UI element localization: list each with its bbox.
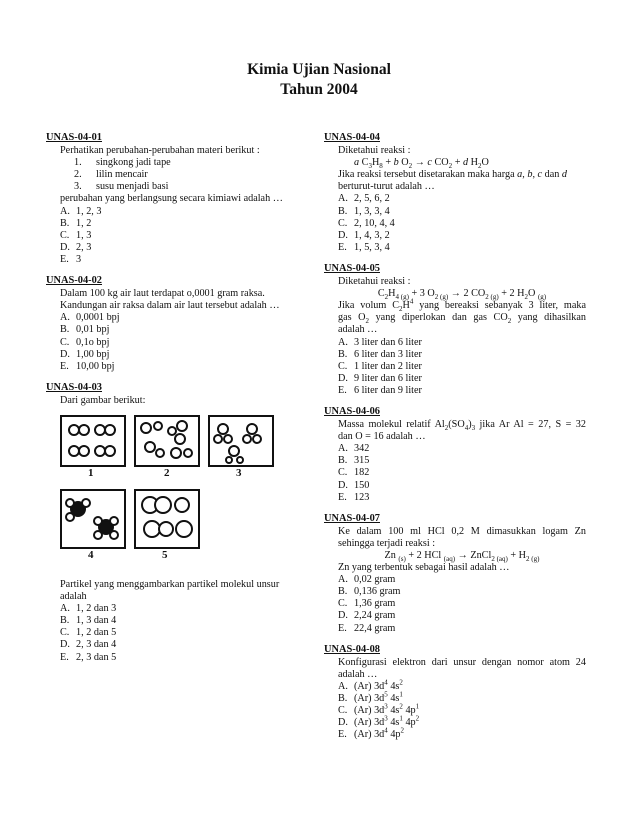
question-id: UNAS-04-06 <box>324 405 380 417</box>
option-text: 1, 2 <box>76 217 92 229</box>
question-stem: Dari gambar berikut: <box>60 394 146 406</box>
option-b <box>338 690 586 705</box>
option-text: 6 liter dan 9 liter <box>354 384 422 396</box>
question-id: UNAS-04-08 <box>324 643 380 655</box>
option-e <box>60 361 296 373</box>
option-e <box>338 623 586 635</box>
option-c <box>338 218 586 230</box>
option-d <box>338 714 586 729</box>
option-e <box>338 385 586 397</box>
option-text: 342 <box>354 443 370 455</box>
option-letter: C. <box>338 217 348 229</box>
particle-diagram-2 <box>136 417 198 465</box>
option-letter: D. <box>338 479 348 491</box>
question-id: UNAS-04-04 <box>324 132 380 143</box>
item-text: susu menjadi basi <box>96 181 169 193</box>
option-letter: E. <box>338 491 347 503</box>
question-id: UNAS-04-01 <box>46 132 102 143</box>
reaction-equation: Zn $_{(s)}$ + 2 HCl $_{(aq)}$ → ZnCl$_{2 (aq)}$ + $H_{2 (g)}$ <box>384 550 540 564</box>
option-text: 10,00 bpj <box>76 360 115 372</box>
option-letter: A. <box>338 574 348 586</box>
question-text: Zn yang terbentuk sebagai hasil adalah … <box>338 562 510 574</box>
option-c <box>60 230 296 242</box>
question-id: UNAS-04-05 <box>324 262 380 274</box>
option-letter: C. <box>60 336 70 348</box>
option-b <box>60 218 296 230</box>
question-stem: Ke dalam 100 ml HCl 0,2 M dimasukkan logam Zn <box>338 525 586 537</box>
option-d <box>60 242 296 254</box>
option-e <box>338 492 586 504</box>
option-text: 1, 2, 3 <box>76 205 102 217</box>
option-letter: C. <box>60 229 70 241</box>
reaction-equation: a $C_3H_8 + b$ $O_2 \to c$ $CO_2 + d$ $H_2O$ <box>354 157 489 171</box>
option-c <box>60 627 296 639</box>
option-d <box>338 230 586 242</box>
option-text: 1, 5, 3, 4 <box>354 241 390 253</box>
option-text: 2, 3 dan 4 <box>76 639 117 651</box>
option-text: 0,1o bpj <box>76 336 110 348</box>
particle-box-5 <box>134 489 200 549</box>
question-unas-04-05 <box>324 263 586 397</box>
option-letter: B. <box>338 205 348 217</box>
particle-diagram-3 <box>210 417 272 465</box>
option-text: (Ar) $3d^4$ $4s^2$ <box>354 678 403 692</box>
title-line-2: Tahun 2004 <box>280 81 358 98</box>
option-d <box>338 480 586 492</box>
option-letter: C. <box>338 467 348 479</box>
option-d <box>338 373 586 385</box>
option-text: 315 <box>354 455 370 467</box>
option-text: 1 liter dan 2 liter <box>354 360 422 372</box>
option-letter: C. <box>338 598 348 610</box>
option-text: 1, 2 dan 5 <box>76 627 117 639</box>
option-letter: C. <box>338 360 348 372</box>
option-text: 2, 3 dan 5 <box>76 651 117 663</box>
option-letter: C. <box>60 627 70 639</box>
particle-box-3 <box>208 415 274 467</box>
option-letter: B. <box>60 615 70 627</box>
option-letter: A. <box>338 443 348 455</box>
question-unas-04-01 <box>46 132 296 266</box>
option-text: (Ar) $3d^4$ $4p^2$ <box>354 726 405 741</box>
option-letter: D. <box>338 610 348 622</box>
question-stem: Dalam 100 kg air laut terdapat o,0001 gram raksa. <box>60 288 265 300</box>
option-c <box>338 361 586 373</box>
option-text: 123 <box>354 491 370 503</box>
question-id: UNAS-04-07 <box>324 512 380 524</box>
question-stem: dan O = 16 adalah … <box>338 431 426 443</box>
option-text: 182 <box>354 467 370 479</box>
option-b <box>338 455 586 467</box>
option-e <box>60 254 296 266</box>
option-text: (Ar) $3d^3$ $4s^1$ $4p^2$ <box>354 714 420 729</box>
option-text: 0,02 gram <box>354 574 396 586</box>
question-stem: Diketahui reaksi : <box>338 276 411 288</box>
figure-label-5: 5 <box>162 548 168 561</box>
option-letter: E. <box>60 360 69 372</box>
option-c <box>60 337 296 349</box>
option-letter: E. <box>60 253 69 265</box>
question-id: UNAS-04-02 <box>46 275 102 287</box>
option-text: 9 liter dan 6 liter <box>354 372 422 384</box>
option-letter: B. <box>338 693 348 705</box>
option-b <box>60 324 296 336</box>
question-unas-04-02 <box>46 275 296 373</box>
particle-box-2 <box>134 415 200 467</box>
left-column <box>46 132 296 673</box>
question-stem: Massa molekul relatif $Al_2(SO_4)_3$ jika Ar Al = 27, S = 32 <box>338 419 586 433</box>
option-e <box>60 652 296 664</box>
question-stem: Kandungan air raksa dalam air laut tersebut adalah … <box>60 300 280 312</box>
option-letter: A. <box>60 312 70 324</box>
particle-figure <box>48 415 278 575</box>
option-text: 2, 10, 4, 4 <box>354 217 395 229</box>
option-d <box>60 639 296 651</box>
question-text: gas $O_2$ yang diperlokan dan gas $CO_2$ yang dihasilkan <box>338 312 587 326</box>
question-unas-04-08 <box>324 644 586 742</box>
option-letter: E. <box>60 651 69 663</box>
option-text: 0,136 gram <box>354 586 401 598</box>
option-letter: A. <box>338 336 348 348</box>
option-letter: C. <box>338 705 348 717</box>
option-a <box>338 574 586 586</box>
option-a <box>60 312 296 324</box>
option-letter: B. <box>338 455 348 467</box>
option-a <box>60 603 296 615</box>
option-c <box>338 467 586 479</box>
option-letter: D. <box>338 229 348 241</box>
particle-box-4 <box>60 489 126 549</box>
question-text: adalah … <box>338 324 378 336</box>
question-stem: Konfigurasi elektron dari unsur dengan nomor atom 24 <box>338 656 586 668</box>
option-letter: A. <box>338 193 348 205</box>
option-a <box>338 337 586 349</box>
page-title <box>0 60 638 100</box>
question-stem: Diketahui reaksi : <box>338 145 411 157</box>
option-b <box>338 349 586 361</box>
option-letter: D. <box>60 241 70 253</box>
option-letter: B. <box>338 586 348 598</box>
option-text: 2, 5, 6, 2 <box>354 193 390 205</box>
option-text: 1,36 gram <box>354 598 396 610</box>
figure-label-4: 4 <box>88 548 94 561</box>
question-text: Jika reaksi tersebut disetarakan maka harga a, b, c dan d <box>338 169 567 181</box>
right-column <box>324 132 586 750</box>
item-text: singkong jadi tape <box>96 157 171 169</box>
question-text: adalah <box>60 591 87 603</box>
option-text: 2, 3 <box>76 241 92 253</box>
option-letter: A. <box>60 205 70 217</box>
particle-box-1 <box>60 415 126 467</box>
option-text: 1, 4, 3, 2 <box>354 229 390 241</box>
option-a <box>60 206 296 218</box>
item-number: 1. <box>74 157 82 169</box>
option-text: 1, 3 dan 4 <box>76 615 117 627</box>
option-e <box>338 242 586 254</box>
option-text: 22,4 gram <box>354 622 396 634</box>
option-a <box>338 193 586 205</box>
option-letter: D. <box>338 372 348 384</box>
question-text: perubahan yang berlangsung secara kimiawi adalah … <box>60 193 283 205</box>
figure-label-1: 1 <box>88 466 94 479</box>
option-text: 3 liter dan 6 liter <box>354 336 422 348</box>
item-number: 3. <box>74 181 82 193</box>
particle-diagram-4 <box>62 491 124 547</box>
option-text: 3 <box>76 253 82 265</box>
option-letter: D. <box>60 348 70 360</box>
option-text: 1, 3, 3, 4 <box>354 205 390 217</box>
option-letter: A. <box>60 603 70 615</box>
option-letter: B. <box>60 324 70 336</box>
option-text: 2,24 gram <box>354 610 396 622</box>
option-text: (Ar) $3d^3$ $4s^2$ $4p^1$ <box>354 702 420 717</box>
option-letter: E. <box>338 729 347 741</box>
question-id: UNAS-04-03 <box>46 381 102 393</box>
question-unas-04-06 <box>324 406 586 504</box>
option-c <box>338 702 586 717</box>
question-stem: adalah … <box>338 668 378 680</box>
option-c <box>338 598 586 610</box>
option-letter: D. <box>338 717 348 729</box>
option-letter: E. <box>338 241 347 253</box>
particle-diagram-5 <box>136 491 198 547</box>
question-text: Partikel yang menggambarkan partikel molekul unsur <box>60 578 280 590</box>
question-stem: Perhatikan perubahan-perubahan materi berikut : <box>60 145 260 157</box>
figure-label-3: 3 <box>236 466 242 479</box>
option-text: 1,00 bpj <box>76 348 110 360</box>
option-text: 1, 2 dan 3 <box>76 603 117 615</box>
question-stem: sehingga terjadi reaksi : <box>338 537 436 549</box>
figure-label-2: 2 <box>164 466 170 479</box>
option-text: 0,01 bpj <box>76 324 110 336</box>
option-text: 6 liter dan 3 liter <box>354 348 422 360</box>
option-b <box>60 615 296 627</box>
option-letter: B. <box>338 348 348 360</box>
question-unas-04-07 <box>324 513 586 635</box>
option-text: 1, 3 <box>76 229 92 241</box>
option-b <box>338 586 586 598</box>
reaction-equation: $C_2H_{4 (g)} + 3$ $O_{2 (g)} \to 2$ $CO_{2 (g)} + 2$ $H_2O$ $_{(g)}$ <box>377 288 547 302</box>
option-letter: B. <box>60 217 70 229</box>
question-text: berturut-turut adalah … <box>338 181 435 193</box>
option-a <box>338 443 586 455</box>
title-line-1: Kimia Ujian Nasional <box>247 61 391 78</box>
option-letter: D. <box>60 639 70 651</box>
question-unas-04-03 <box>46 382 296 664</box>
option-e <box>338 726 586 741</box>
option-a <box>338 678 586 693</box>
item-number: 2. <box>74 169 82 181</box>
option-letter: A. <box>338 680 348 692</box>
particle-diagram-1 <box>62 417 124 465</box>
option-d <box>338 610 586 622</box>
option-text: 150 <box>354 479 370 491</box>
option-b <box>338 206 586 218</box>
question-unas-04-04 <box>324 132 586 254</box>
option-letter: E. <box>338 384 347 396</box>
option-text: (Ar) $3d^5$ $4s^1$ <box>354 690 403 705</box>
option-text: 0,0001 bpj <box>76 312 120 324</box>
option-d <box>60 349 296 361</box>
option-letter: E. <box>338 622 347 634</box>
item-text: lilin mencair <box>96 169 148 181</box>
question-text: Jika volum $C_2H^4$ yang bereaksi sebanyak 3 liter, maka <box>338 297 586 314</box>
